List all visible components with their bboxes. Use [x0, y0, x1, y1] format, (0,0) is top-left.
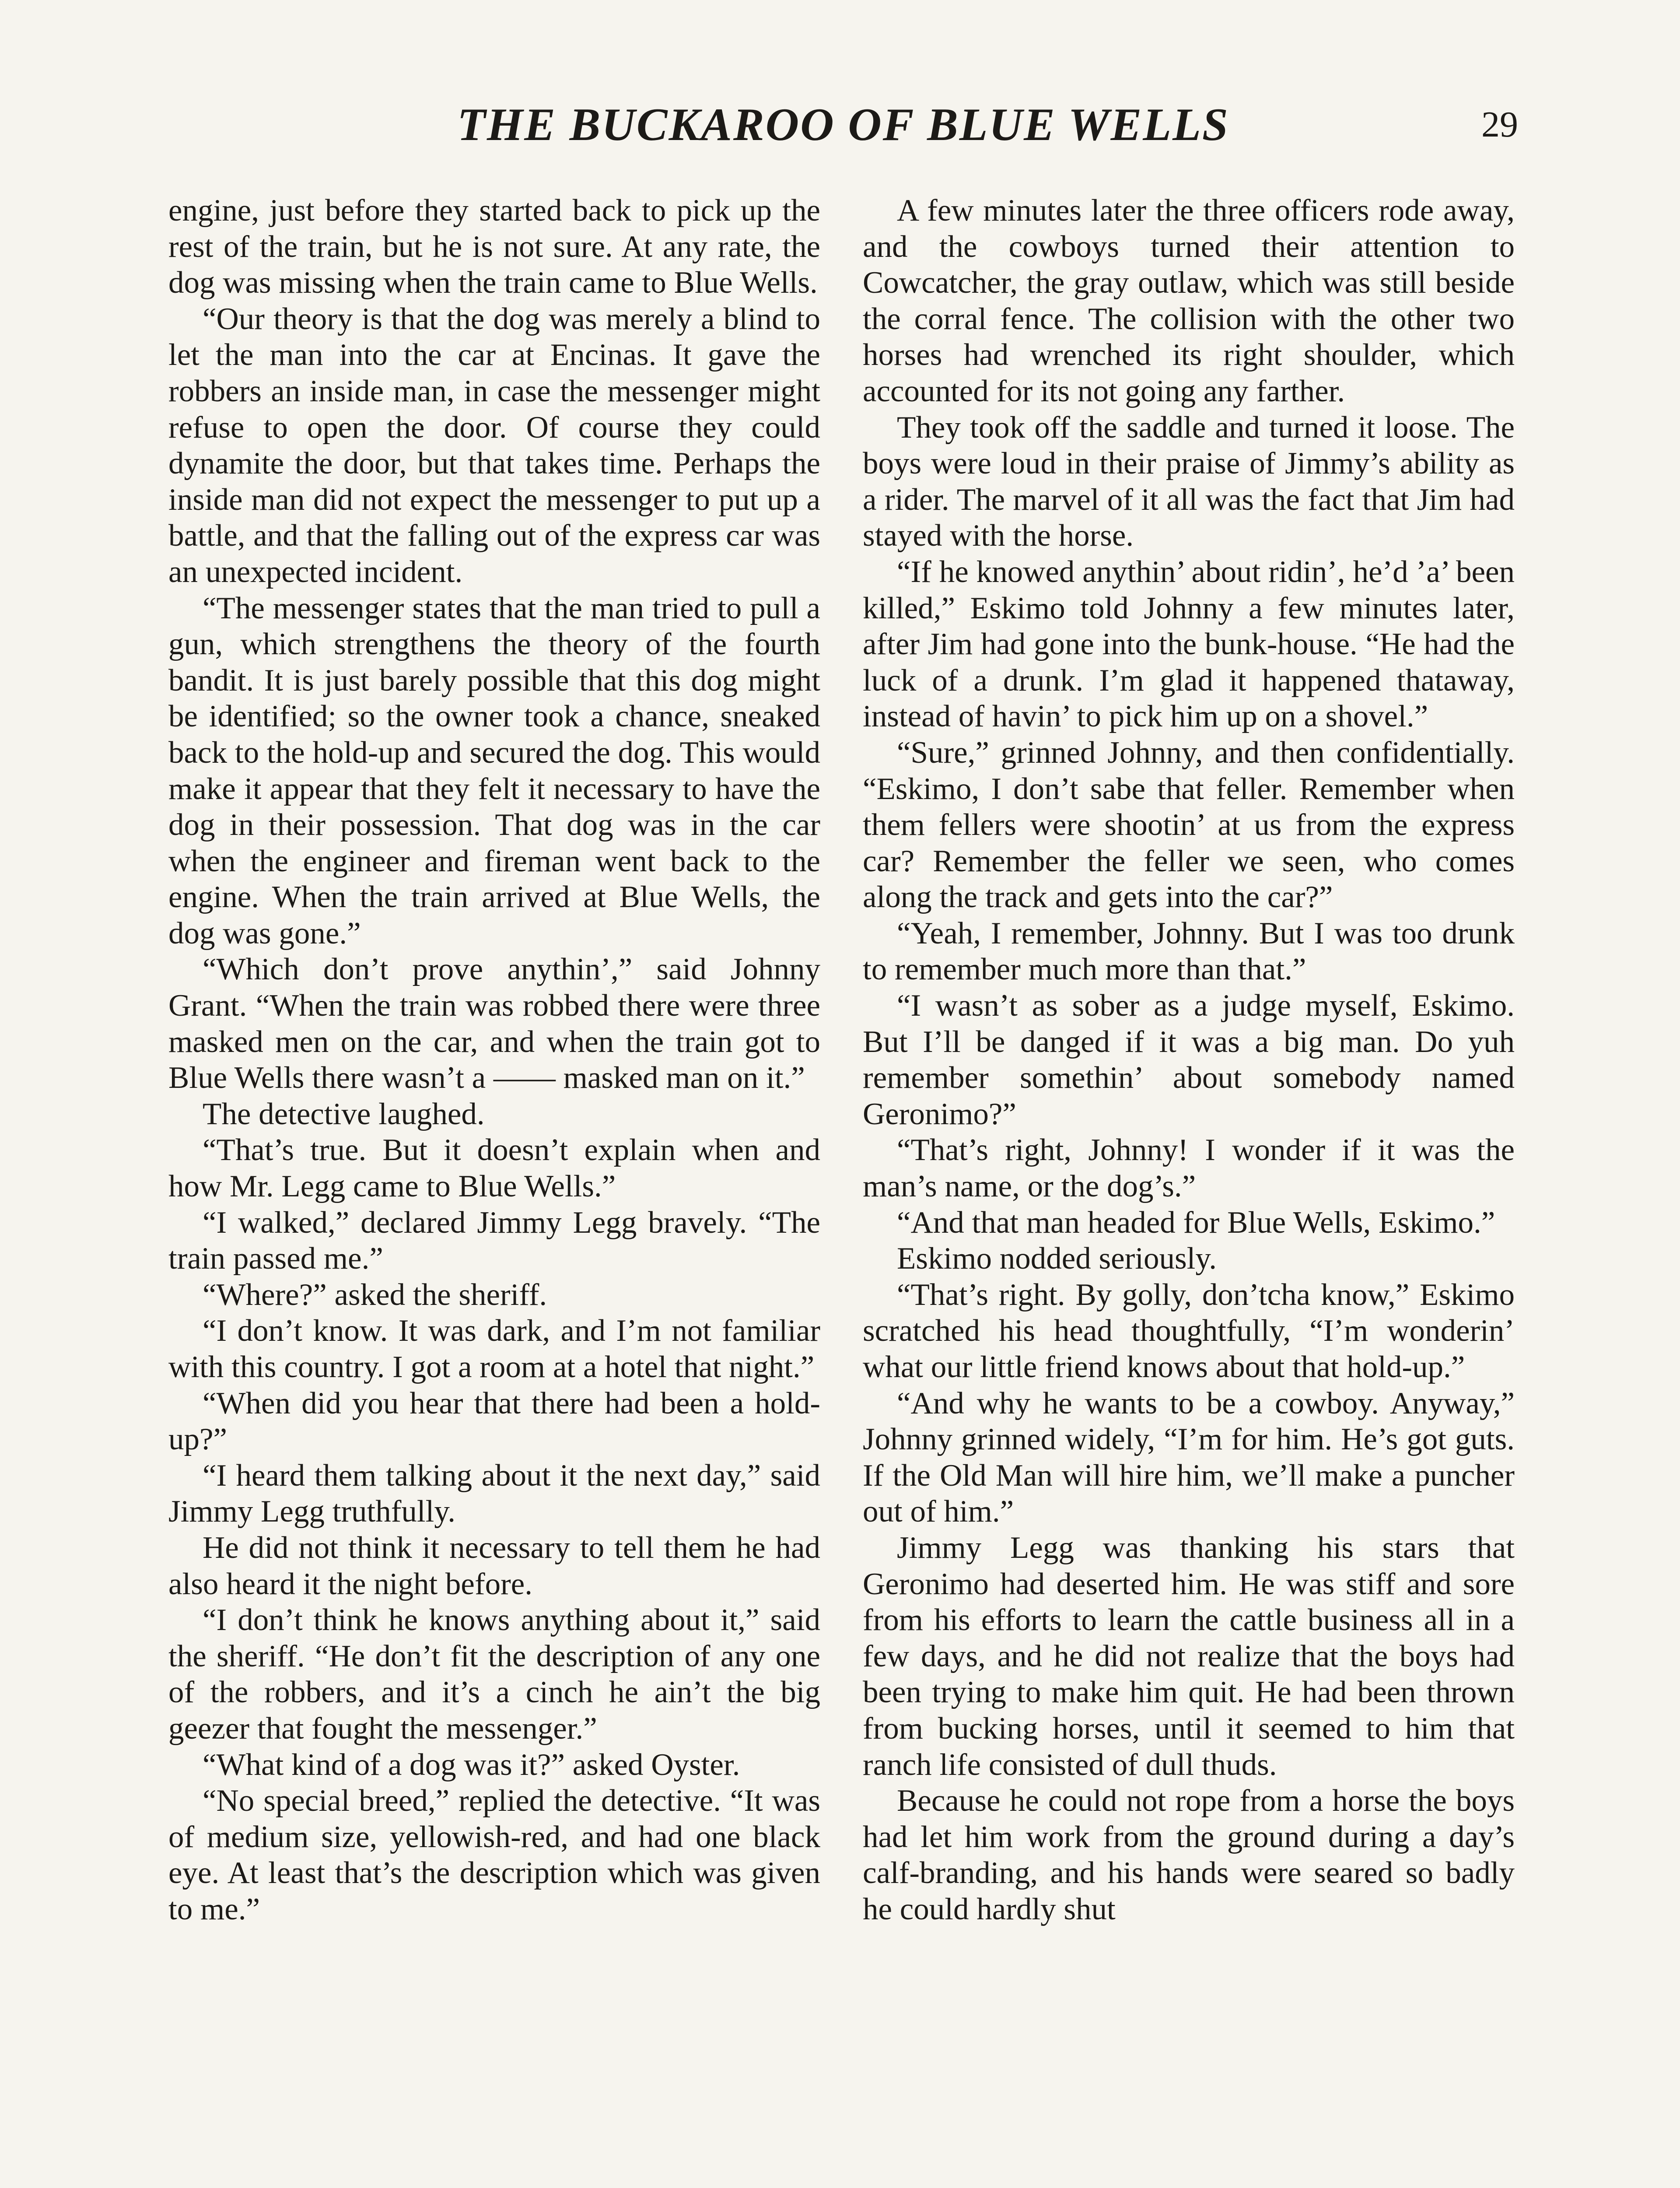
- paragraph: “That’s right. By golly, don’tcha know,” Eskimo scratched his head thoughtfully, “I’m wonderin’ what our little friend knows about that hold-up.”: [863, 1277, 1515, 1384]
- paragraph: “I heard them talking about it the next day,” said Jimmy Legg truthfully.: [168, 1458, 820, 1529]
- paragraph: Because he could not rope from a horse the boys had let him work from the ground during a day’s calf-branding, and his hands were seared so badly he could hardly shut: [863, 1784, 1515, 1926]
- paragraph: He did not think it necessary to tell them he had also heard it the night before.: [168, 1530, 820, 1601]
- running-title: THE BUCKAROO OF BLUE WELLS: [457, 99, 1229, 150]
- page-header: [168, 94, 1518, 155]
- paragraph: “What kind of a dog was it?” asked Oyster.: [203, 1747, 740, 1782]
- paragraph: engine, just before they started back to pick up the rest of the train, but he is not sure. At any rate, the dog was missing when the train came to Blue Wells.: [168, 193, 820, 300]
- paragraph: “Where?” asked the sheriff.: [203, 1277, 547, 1312]
- paragraph: Eskimo nodded seriously.: [897, 1241, 1217, 1276]
- paragraph: They took off the saddle and turned it loose. The boys were loud in their praise of Jimmy’s ability as a rider. The marvel of it all was the fact that Jim had stayed with the horse.: [863, 410, 1515, 553]
- paragraph: “And why he wants to be a cowboy. Anyway,” Johnny grinned widely, “I’m for him. He’s got guts. If the Old Man will hire him, we’ll make a puncher out of him.”: [863, 1386, 1515, 1529]
- paragraph: “If he knowed anythin’ about ridin’, he’d ’a’ been killed,” Eskimo told Johnny a few minutes later, after Jim had gone into the bunk-house. “He had the luck of a drunk. I’m glad it happened thataway, instead of havin’ to pick him up on a shovel.”: [863, 554, 1515, 734]
- paragraph: “When did you hear that there had been a hold-up?”: [168, 1386, 820, 1457]
- left-column: [168, 193, 820, 1928]
- paragraph: The detective laughed.: [203, 1097, 485, 1131]
- paragraph: “The messenger states that the man tried to pull a gun, which strengthens the theory of the fourth bandit. It is just barely possible that this dog might be identified; so the owner took a chance, sneaked back to the hold-up and secured the dog. This would make it appear that they felt it necessary to have the dog in their possession. That dog was in the car when the engineer and fireman went back to the engine. When the train arrived at Blue Wells, the dog was gone.”: [168, 591, 820, 950]
- paragraph: “I don’t think he knows anything about it,” said the sheriff. “He don’t fit the description of any one of the robbers, and it’s a cinch he ain’t the big geezer that fought the messenger.”: [168, 1603, 820, 1746]
- paragraph: “And that man headed for Blue Wells, Eskimo.”: [897, 1205, 1495, 1240]
- paragraph: “Our theory is that the dog was merely a blind to let the man into the car at Encinas. It gave the robbers an inside man, in case the messenger might refuse to open the door. Of course they could dynamite the door, but that takes time. Perhaps the inside man did not expect the messenger to put up a battle, and that the falling out of the express car was an unexpected incident.: [168, 302, 820, 589]
- paragraph: “No special breed,” replied the detective. “It was of medium size, yellowish-red, and had one black eye. At least that’s the description which was given to me.”: [168, 1784, 820, 1926]
- paragraph: “Yeah, I remember, Johnny. But I was too drunk to remember much more than that.”: [863, 916, 1515, 987]
- paragraph: “I wasn’t as sober as a judge myself, Eskimo. But I’ll be danged if it was a big man. Do yuh remember somethin’ about somebody named Geronimo?”: [863, 989, 1515, 1131]
- paragraph: Jimmy Legg was thanking his stars that Geronimo had deserted him. He was stiff and sore from his efforts to learn the cattle business all in a few days, and he did not realize that the boys had been trying to make him quit. He had been thrown from bucking horses, until it seemed to him that ranch life consisted of dull thuds.: [863, 1530, 1515, 1782]
- paragraph: “I walked,” declared Jimmy Legg bravely. “The train passed me.”: [168, 1205, 820, 1276]
- paragraph: “I don’t know. It was dark, and I’m not familiar with this country. I got a room at a hotel that night.”: [168, 1314, 820, 1384]
- paragraph: “Which don’t prove anythin’,” said Johnny Grant. “When the train was robbed there were three masked men on the car, and when the train got to Blue Wells there wasn’t a —— masked man on it.”: [168, 952, 820, 1095]
- right-column: [863, 193, 1515, 1928]
- paragraph: “That’s right, Johnny! I wonder if it was the man’s name, or the dog’s.”: [863, 1133, 1515, 1204]
- page-number: 29: [1481, 104, 1518, 145]
- paragraph: “That’s true. But it doesn’t explain when and how Mr. Legg came to Blue Wells.”: [168, 1133, 820, 1204]
- paragraph: “Sure,” grinned Johnny, and then confidentially. “Eskimo, I don’t sabe that feller. Remember when them fellers were shootin’ at us from the express car? Remember the feller we seen, who comes along the track and gets into the car?”: [863, 735, 1515, 915]
- paragraph: A few minutes later the three officers rode away, and the cowboys turned their attention to Cowcatcher, the gray outlaw, which was still beside the corral fence. The collision with the other two horses had wrenched its right shoulder, which accounted for its not going any farther.: [863, 193, 1515, 408]
